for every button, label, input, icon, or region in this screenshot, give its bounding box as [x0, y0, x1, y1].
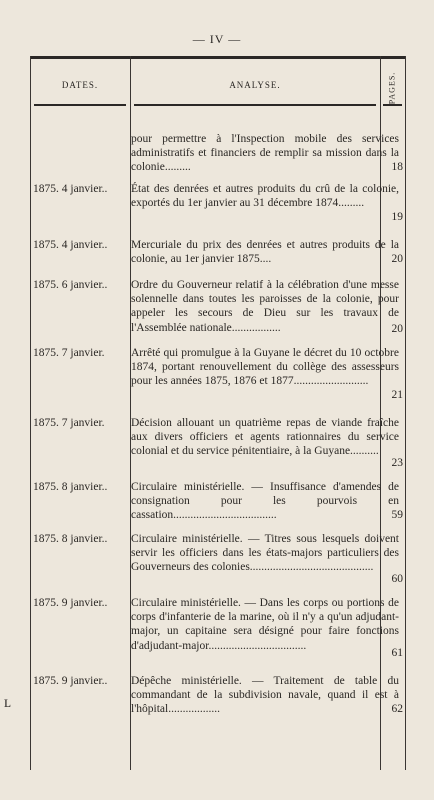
table-top-rule: [30, 56, 406, 59]
entry-page: 59: [391, 509, 403, 521]
entry-date: 1875. 9 janvier..: [33, 675, 108, 687]
header-rule-analyse: [134, 104, 376, 106]
header-dates: DATES.: [61, 80, 99, 90]
entry-date: 1875. 4 janvier..: [33, 183, 108, 195]
left-rule: [30, 56, 31, 770]
entry-page: 23: [391, 457, 403, 469]
header-analyse: ANALYSE.: [229, 80, 281, 90]
entry-analysis: Circulaire ministérielle. — Titres sous lesquels doivent servir les officiers dans les états-majors particuliers des Gouverneurs des colonies...........................................: [131, 533, 399, 574]
entry-analysis: Décision allouant un quatrième repas de viande fraîche aux divers officiers et agents rationnaires du service colonial et du service pénitentiaire, à la Guyane..........: [131, 417, 399, 458]
entry-analysis: Dépêche ministérielle. — Traitement de table du commandant de la subdivision navale, quand il est à l'hôpital..................: [131, 675, 399, 716]
entry-date: 1875. 4 janvier..: [33, 239, 108, 251]
right-rule: [405, 56, 406, 770]
entry-page: 19: [391, 211, 403, 223]
entry-page: 61: [391, 647, 403, 659]
entry-analysis: Circulaire ministérielle. — Insuffisance d'amendes de consignation pour les pourvois en cassation....................................: [131, 481, 399, 522]
entry-page: 20: [391, 323, 403, 335]
entry-analysis: Ordre du Gouverneur relatif à la célébration d'une messe solennelle dans toutes les paroisses de la colonie, pour appeler les secours de Dieu sur les travaux de l'Assemblée nationale.................: [131, 279, 399, 334]
entry-analysis: Mercuriale du prix des denrées et autres produits de la colonie, au 1er janvier 1875....: [131, 239, 399, 266]
entry-date: 1875. 9 janvier..: [33, 597, 108, 609]
entry-analysis: Arrêté qui promulgue à la Guyane le décret du 10 octobre 1874, portant renouvellement du collège des assesseurs pour les années 1875, 1876 et 1877..........................: [131, 347, 399, 388]
entry-page: 18: [391, 161, 403, 173]
header-pages-label: PAGES.: [387, 71, 397, 105]
header-rule-dates: [34, 104, 126, 106]
entry-page: 60: [391, 573, 403, 585]
entry-date: 1875. 8 janvier..: [33, 533, 108, 545]
header-rule-pages: [383, 104, 402, 106]
entry-page: 62: [391, 703, 403, 715]
entry-date: 1875. 7 janvier.: [33, 417, 105, 429]
margin-mark: ʟ: [4, 694, 11, 711]
entry-date: 1875. 7 janvier.: [33, 347, 105, 359]
entry-page: 20: [391, 253, 403, 265]
entry-analysis: pour permettre à l'Inspection mobile des services administratifs et financiers de remplir sa mission dans la colonie.........: [131, 133, 399, 174]
entry-analysis: Circulaire ministérielle. — Dans les corps ou portions de corps d'infanterie de la marine, où il n'y a qu'un adjudant-major, un capitaine sera désigné pour faire fonctions d'adjudant-major..................................: [131, 597, 399, 652]
entry-date: 1875. 8 janvier..: [33, 481, 108, 493]
entry-date: 1875. 6 janvier..: [33, 279, 108, 291]
entry-analysis: État des denrées et autres produits du crû de la colonie, exportés du 1er janvier au 31 décembre 1874.........: [131, 183, 399, 210]
entry-page: 21: [391, 389, 403, 401]
page-number: — IV —: [192, 32, 242, 46]
